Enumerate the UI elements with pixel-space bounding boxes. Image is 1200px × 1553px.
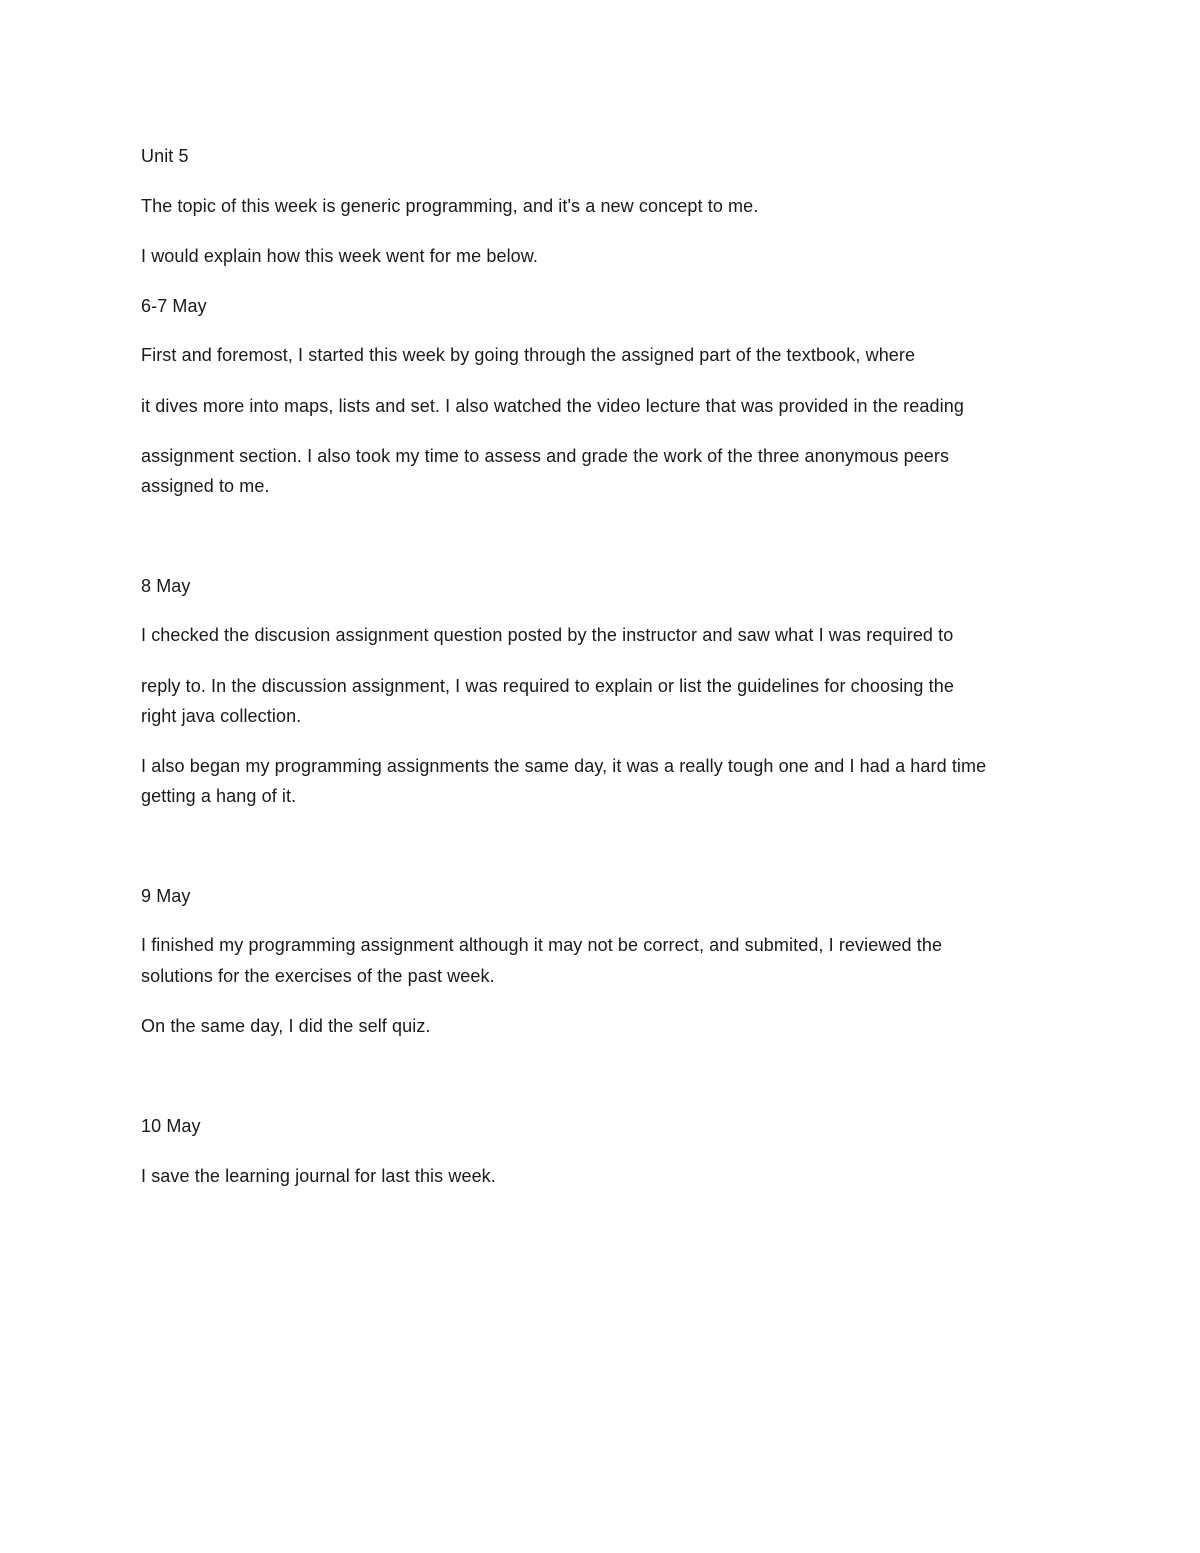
entry-line: it dives more into maps, lists and set. I also watched the video lecture that was provided in the reading [141, 396, 964, 416]
intro-line: I would explain how this week went for me below. [141, 246, 539, 266]
entry-line: assigned to me. [141, 476, 270, 496]
entry-line: First and foremost, I started this week by going through the assigned part of the textbook, where [141, 345, 916, 365]
document-title: Unit 5 [141, 146, 189, 166]
entry-line: On the same day, I did the self quiz. [141, 1016, 431, 1036]
entry-line: I finished my programming assignment although it may not be correct, and submited, I reviewed the [141, 935, 943, 955]
entry-line: solutions for the exercises of the past week. [141, 966, 495, 986]
entry-line: reply to. In the discussion assignment, I was required to explain or list the guidelines for choosing the [141, 676, 954, 696]
entry-date: 9 May [141, 886, 191, 906]
entry-date: 10 May [141, 1116, 201, 1136]
entry-line: right java collection. [141, 706, 302, 726]
entry-line: getting a hang of it. [141, 786, 297, 806]
entry-line: I checked the discusion assignment question posted by the instructor and saw what I was required to [141, 625, 954, 645]
entry-line: I save the learning journal for last this week. [141, 1166, 496, 1186]
entry-line: assignment section. I also took my time to assess and grade the work of the three anonymous peers [141, 446, 950, 466]
entry-line: I also began my programming assignments the same day, it was a really tough one and I had a hard time [141, 756, 987, 776]
entry-date: 8 May [141, 576, 191, 596]
intro-line: The topic of this week is generic programming, and it's a new concept to me. [141, 196, 759, 216]
entry-date: 6-7 May [141, 296, 207, 316]
